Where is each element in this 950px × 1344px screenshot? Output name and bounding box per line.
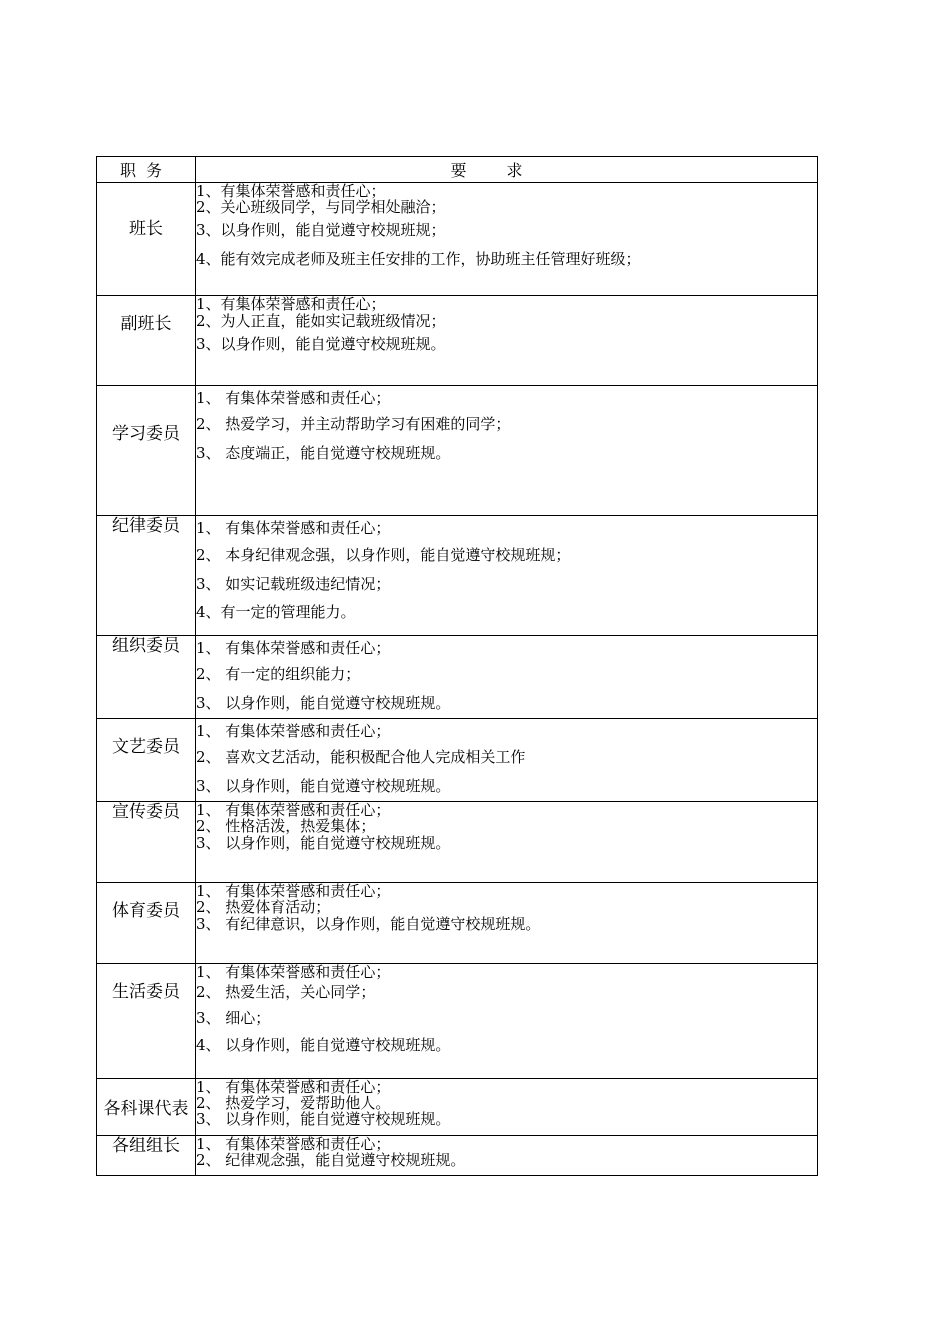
duty-requirements-table <box>96 156 818 1176</box>
requirement-cell <box>196 636 818 719</box>
requirement-item: 2、关心班级同学，与同学相处融洽； <box>196 198 446 216</box>
requirement-item: 3、 以身作则，能自觉遵守校规班规。 <box>196 694 451 712</box>
table-row <box>97 636 818 719</box>
requirement-item: 4、 以身作则，能自觉遵守校规班规。 <box>196 1036 451 1054</box>
requirement-item: 2、 有一定的组织能力； <box>196 665 361 683</box>
table-row <box>97 1136 818 1176</box>
requirement-cell <box>196 883 818 964</box>
table-body <box>97 183 818 1176</box>
role-cell: 纪律委员 <box>97 516 196 636</box>
role-cell: 生活委员 <box>97 964 196 1079</box>
header-requirement: 要求 <box>196 157 818 183</box>
role-cell: 各组组长 <box>97 1136 196 1176</box>
requirement-cell <box>196 183 818 296</box>
table-row <box>97 802 818 883</box>
role-cell: 各科课代表 <box>97 1079 196 1136</box>
requirement-item: 1、 有集体荣誉感和责任心； <box>196 1078 391 1096</box>
requirement-item: 1、 有集体荣誉感和责任心； <box>196 639 391 657</box>
requirement-item: 1、有集体荣誉感和责任心； <box>196 295 386 313</box>
requirement-item: 1、 有集体荣誉感和责任心； <box>196 519 391 537</box>
role-cell: 副班长 <box>97 296 196 386</box>
requirement-item: 2、 喜欢文艺活动，能积极配合他人完成相关工作 <box>196 748 526 766</box>
role-cell: 组织委员 <box>97 636 196 719</box>
requirement-item: 4、有一定的管理能力。 <box>196 603 356 621</box>
table-row <box>97 883 818 964</box>
table-row <box>97 516 818 636</box>
requirement-cell <box>196 1136 818 1176</box>
requirement-item: 3、 如实记载班级违纪情况； <box>196 575 391 593</box>
requirement-item: 1、有集体荣誉感和责任心； <box>196 182 386 200</box>
role-cell: 体育委员 <box>97 883 196 964</box>
table-row <box>97 719 818 802</box>
requirement-item: 4、能有效完成老师及班主任安排的工作，协助班主任管理好班级； <box>196 250 641 268</box>
requirement-item: 2、 热爱学习，并主动帮助学习有困难的同学； <box>196 415 511 433</box>
requirement-cell <box>196 386 818 516</box>
header-role: 职务 <box>97 157 196 183</box>
table-row <box>97 296 818 386</box>
requirement-item: 2、 纪律观念强，能自觉遵守校规班规。 <box>196 1151 466 1169</box>
requirement-item: 2、 热爱学习，爱帮助他人。 <box>196 1094 391 1112</box>
table-header-row <box>97 157 818 183</box>
requirement-item: 1、 有集体荣誉感和责任心； <box>196 801 391 819</box>
requirement-cell <box>196 1079 818 1136</box>
role-cell: 学习委员 <box>97 386 196 516</box>
requirement-cell <box>196 719 818 802</box>
requirement-item: 3、以身作则，能自觉遵守校规班规。 <box>196 335 446 353</box>
requirement-cell <box>196 296 818 386</box>
requirement-item: 2、为人正直，能如实记载班级情况； <box>196 312 446 330</box>
requirement-cell <box>196 802 818 883</box>
role-cell: 班长 <box>97 183 196 296</box>
requirement-cell <box>196 964 818 1079</box>
requirement-item: 3、 细心； <box>196 1009 271 1027</box>
requirement-item: 2、 热爱体育活动； <box>196 898 331 916</box>
requirement-item: 1、 有集体荣誉感和责任心； <box>196 963 391 981</box>
requirement-item: 1、 有集体荣誉感和责任心； <box>196 1135 391 1153</box>
role-cell: 文艺委员 <box>97 719 196 802</box>
requirement-item: 1、 有集体荣誉感和责任心； <box>196 882 391 900</box>
requirement-item: 3、 态度端正，能自觉遵守校规班规。 <box>196 444 451 462</box>
role-cell: 宣传委员 <box>97 802 196 883</box>
requirement-item: 1、 有集体荣誉感和责任心； <box>196 389 391 407</box>
requirement-item: 2、 本身纪律观念强，以身作则，能自觉遵守校规班规； <box>196 546 571 564</box>
table-row <box>97 964 818 1079</box>
requirement-item: 3、以身作则，能自觉遵守校规班规； <box>196 221 446 239</box>
requirement-cell <box>196 516 818 636</box>
requirement-item: 3、 以身作则，能自觉遵守校规班规。 <box>196 777 451 795</box>
table-row <box>97 386 818 516</box>
requirement-item: 2、 性格活泼，热爱集体； <box>196 817 376 835</box>
requirement-item: 3、 以身作则，能自觉遵守校规班规。 <box>196 1110 451 1128</box>
requirement-item: 1、 有集体荣誉感和责任心； <box>196 722 391 740</box>
table-row <box>97 1079 818 1136</box>
requirement-item: 3、 以身作则，能自觉遵守校规班规。 <box>196 834 451 852</box>
requirement-item: 3、 有纪律意识，以身作则，能自觉遵守校规班规。 <box>196 915 541 933</box>
table-row <box>97 183 818 296</box>
requirement-item: 2、 热爱生活，关心同学； <box>196 983 376 1001</box>
